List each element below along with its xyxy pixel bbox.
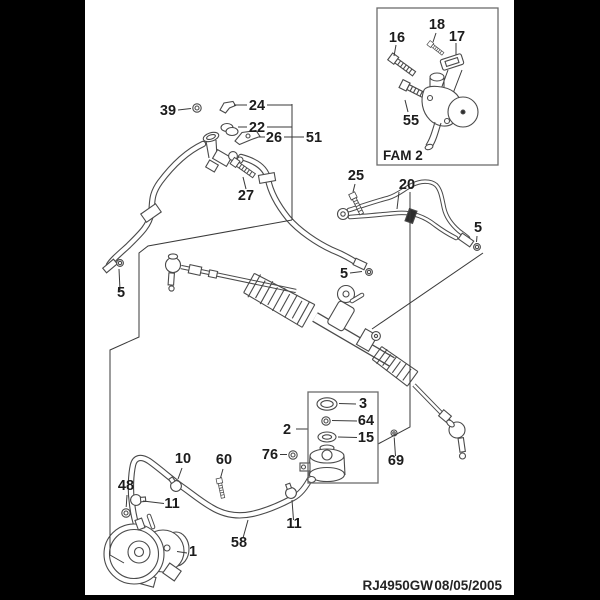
callout-51: 51 [305, 130, 323, 146]
callout-5-left: 5 [116, 285, 126, 301]
callout-1: 1 [188, 544, 198, 560]
callout-26: 26 [265, 130, 283, 146]
callout-24: 24 [248, 98, 266, 114]
callout-69: 69 [387, 453, 405, 469]
callout-11-left: 11 [164, 496, 180, 512]
callout-60: 60 [215, 452, 233, 468]
callout-11-right: 11 [286, 516, 302, 532]
callout-76: 76 [261, 447, 279, 463]
callout-27: 27 [237, 188, 255, 204]
callout-55: 55 [402, 113, 420, 129]
callout-15: 15 [357, 430, 375, 446]
callout-64: 64 [357, 413, 375, 429]
callout-18: 18 [428, 17, 446, 33]
callout-2: 2 [282, 422, 292, 438]
callout-39: 39 [159, 103, 177, 119]
document-date: 08/05/2005 [434, 578, 502, 593]
callout-48: 48 [117, 478, 135, 494]
fam2-inset-label: FAM 2 [383, 148, 423, 163]
callout-5-mid: 5 [339, 266, 349, 282]
nut-39 [193, 104, 201, 112]
nut-48 [122, 509, 130, 517]
callout-16: 16 [388, 30, 406, 46]
callout-17: 17 [448, 29, 466, 45]
callout-5-right: 5 [473, 220, 483, 236]
callout-25: 25 [347, 168, 365, 184]
callout-22: 22 [248, 120, 266, 136]
callout-58: 58 [230, 535, 248, 551]
nut-76 [289, 451, 297, 459]
callout-10: 10 [174, 451, 192, 467]
callout-20: 20 [398, 177, 416, 193]
callout-3: 3 [358, 396, 368, 412]
document-id: RJ4950GW [362, 578, 433, 593]
